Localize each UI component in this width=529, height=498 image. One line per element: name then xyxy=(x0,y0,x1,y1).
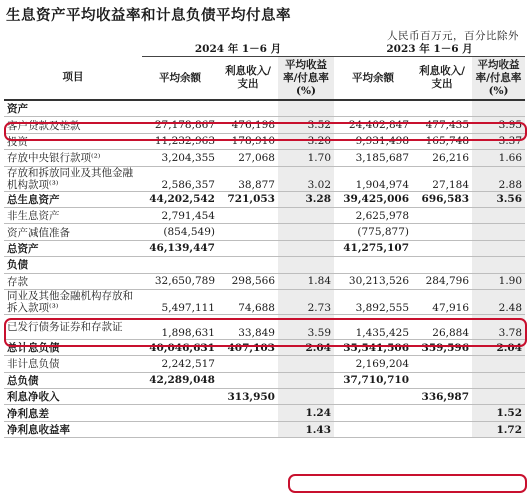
cell xyxy=(412,207,472,223)
cell xyxy=(218,421,278,437)
cell xyxy=(142,405,218,421)
cell xyxy=(472,224,525,240)
cell: 178,910 xyxy=(218,133,278,149)
cell: 27,184 xyxy=(412,166,472,191)
cell: 38,877 xyxy=(218,166,278,191)
row-label: 客户贷款及垫款 xyxy=(4,117,142,133)
cell: 35,541,506 xyxy=(334,339,412,355)
cell xyxy=(142,257,218,273)
cell: 2.88 xyxy=(472,166,525,191)
cell: 313,950 xyxy=(218,389,278,405)
page-title: 生息资产平均收益率和计息负债平均付息率 xyxy=(6,7,291,24)
cell: 1,435,425 xyxy=(334,314,412,339)
row-label: 非计息负债 xyxy=(4,356,142,372)
cell: 27,068 xyxy=(218,150,278,166)
cell: 476,198 xyxy=(218,117,278,133)
cell xyxy=(412,224,472,240)
cell: 1.24 xyxy=(278,405,334,421)
row-label: 同业及其他金融机构存放和拆入款项⁽³⁾ xyxy=(4,289,142,314)
row-label: 已发行债务证券和存款证 xyxy=(4,314,142,339)
row-label: 资产 xyxy=(4,100,142,117)
table-row xyxy=(4,389,525,405)
cell: 2,169,204 xyxy=(334,356,412,372)
cell: 3,892,555 xyxy=(334,289,412,314)
cell: 165,748 xyxy=(412,133,472,149)
cell xyxy=(472,240,525,256)
cell: 2,791,454 xyxy=(142,207,218,223)
cell: 1.66 xyxy=(472,150,525,166)
cell: 2.04 xyxy=(472,339,525,355)
cell xyxy=(278,257,334,273)
cell: 3.78 xyxy=(472,314,525,339)
cell: 1.52 xyxy=(472,405,525,421)
cell: 9,931,498 xyxy=(334,133,412,149)
cell xyxy=(412,100,472,117)
period-2024: 2024 年 1－6 月 xyxy=(142,40,334,57)
row-label: 总资产 xyxy=(4,240,142,256)
cell xyxy=(218,356,278,372)
cell: 298,566 xyxy=(218,273,278,289)
cell xyxy=(278,356,334,372)
cell xyxy=(278,207,334,223)
table-row xyxy=(4,191,525,207)
cell: 359,596 xyxy=(412,339,472,355)
cell xyxy=(412,405,472,421)
cell: 44,202,542 xyxy=(142,191,218,207)
cell: 2.48 xyxy=(472,289,525,314)
cell: 32,650,789 xyxy=(142,273,218,289)
row-label: 利息净收入 xyxy=(4,389,142,405)
cell xyxy=(472,207,525,223)
row-label: 总计息负债 xyxy=(4,339,142,355)
cell xyxy=(218,372,278,388)
header-rate-2023: 平均收益率/付息率(%) xyxy=(472,57,525,101)
cell: 3,185,687 xyxy=(334,150,412,166)
cell xyxy=(278,240,334,256)
cell: 3.59 xyxy=(278,314,334,339)
cell xyxy=(142,100,218,117)
cell xyxy=(218,207,278,223)
cell: 721,053 xyxy=(218,191,278,207)
period-header-blank xyxy=(4,40,142,57)
table-row xyxy=(4,314,525,339)
cell xyxy=(472,389,525,405)
cell: 26,884 xyxy=(412,314,472,339)
cell: 1.43 xyxy=(278,421,334,437)
cell xyxy=(412,240,472,256)
cell: 3.02 xyxy=(278,166,334,191)
row-label: 负债 xyxy=(4,257,142,273)
table-row xyxy=(4,224,525,240)
row-label: 净利息收益率 xyxy=(4,421,142,437)
cell xyxy=(334,389,412,405)
table-row xyxy=(4,372,525,388)
unit-note: 人民币百万元，百分比除外 xyxy=(387,30,519,42)
cell: 37,710,710 xyxy=(334,372,412,388)
cell: (775,877) xyxy=(334,224,412,240)
cell: 30,213,526 xyxy=(334,273,412,289)
row-label: 存放中央银行款项⁽²⁾ xyxy=(4,150,142,166)
cell xyxy=(412,421,472,437)
cell: 477,435 xyxy=(412,117,472,133)
cell: 2.04 xyxy=(278,339,334,355)
cell: 1.70 xyxy=(278,150,334,166)
cell xyxy=(412,356,472,372)
cell: 2,242,517 xyxy=(142,356,218,372)
highlight-nim-cells xyxy=(288,474,527,493)
cell: 1,904,974 xyxy=(334,166,412,191)
cell xyxy=(334,100,412,117)
cell: 3.37 xyxy=(472,133,525,149)
yield-table xyxy=(4,40,525,438)
table-row xyxy=(4,356,525,372)
cell: 1,898,631 xyxy=(142,314,218,339)
row-label: 净利息差 xyxy=(4,405,142,421)
cell xyxy=(412,257,472,273)
row-label: 投资 xyxy=(4,133,142,149)
cell: 3.56 xyxy=(472,191,525,207)
row-label: 总负债 xyxy=(4,372,142,388)
cell: 3.95 xyxy=(472,117,525,133)
table-row xyxy=(4,166,525,191)
cell xyxy=(334,257,412,273)
cell xyxy=(278,100,334,117)
cell: 3,204,355 xyxy=(142,150,218,166)
table-row xyxy=(4,207,525,223)
column-header-row xyxy=(4,57,525,101)
cell xyxy=(472,257,525,273)
cell xyxy=(218,224,278,240)
cell xyxy=(334,421,412,437)
cell xyxy=(142,421,218,437)
row-label: 总生息资产 xyxy=(4,191,142,207)
header-item: 项目 xyxy=(4,57,142,101)
cell: 42,289,048 xyxy=(142,372,218,388)
header-avg-balance-2023: 平均余额 xyxy=(334,57,412,101)
cell: 1.72 xyxy=(472,421,525,437)
row-label: 非生息资产 xyxy=(4,207,142,223)
cell: 3.20 xyxy=(278,133,334,149)
cell: (854,549) xyxy=(142,224,218,240)
cell: 2,586,357 xyxy=(142,166,218,191)
row-label: 存款 xyxy=(4,273,142,289)
cell xyxy=(334,405,412,421)
cell: 1.90 xyxy=(472,273,525,289)
cell xyxy=(412,372,472,388)
cell xyxy=(472,372,525,388)
cell: 284,796 xyxy=(412,273,472,289)
cell: 11,232,963 xyxy=(142,133,218,149)
cell: 39,425,006 xyxy=(334,191,412,207)
cell: 26,216 xyxy=(412,150,472,166)
cell: 336,987 xyxy=(412,389,472,405)
period-header-row xyxy=(4,40,525,57)
period-2023: 2023 年 1－6 月 xyxy=(334,40,525,57)
header-interest-2024: 利息收入/支出 xyxy=(218,57,278,101)
cell: 46,139,447 xyxy=(142,240,218,256)
table-row xyxy=(4,133,525,149)
header-interest-2023: 利息收入/支出 xyxy=(412,57,472,101)
table-row xyxy=(4,421,525,437)
cell: 407,103 xyxy=(218,339,278,355)
cell: 40,046,631 xyxy=(142,339,218,355)
header-rate-2024: 平均收益率/付息率(%) xyxy=(278,57,334,101)
cell: 5,497,111 xyxy=(142,289,218,314)
cell: 1.84 xyxy=(278,273,334,289)
cell xyxy=(218,257,278,273)
cell: 33,849 xyxy=(218,314,278,339)
cell xyxy=(218,100,278,117)
cell xyxy=(472,100,525,117)
cell xyxy=(472,356,525,372)
row-label: 存放和拆放同业及其他金融机构款项⁽³⁾ xyxy=(4,166,142,191)
table-row xyxy=(4,257,525,273)
cell: 696,583 xyxy=(412,191,472,207)
table-row xyxy=(4,273,525,289)
table-row xyxy=(4,150,525,166)
cell: 27,178,867 xyxy=(142,117,218,133)
cell: 2,625,978 xyxy=(334,207,412,223)
table-row xyxy=(4,240,525,256)
cell xyxy=(278,372,334,388)
table-row xyxy=(4,117,525,133)
cell xyxy=(142,389,218,405)
cell xyxy=(278,389,334,405)
cell xyxy=(218,240,278,256)
cell: 74,688 xyxy=(218,289,278,314)
cell: 47,916 xyxy=(412,289,472,314)
cell: 3.52 xyxy=(278,117,334,133)
cell: 3.28 xyxy=(278,191,334,207)
table-row xyxy=(4,339,525,355)
cell: 24,402,847 xyxy=(334,117,412,133)
cell xyxy=(218,405,278,421)
cell xyxy=(278,224,334,240)
header-avg-balance-2024: 平均余额 xyxy=(142,57,218,101)
table-row xyxy=(4,405,525,421)
table-row xyxy=(4,289,525,314)
table-row xyxy=(4,100,525,117)
cell: 2.73 xyxy=(278,289,334,314)
cell: 41,275,107 xyxy=(334,240,412,256)
row-label: 资产减值准备 xyxy=(4,224,142,240)
